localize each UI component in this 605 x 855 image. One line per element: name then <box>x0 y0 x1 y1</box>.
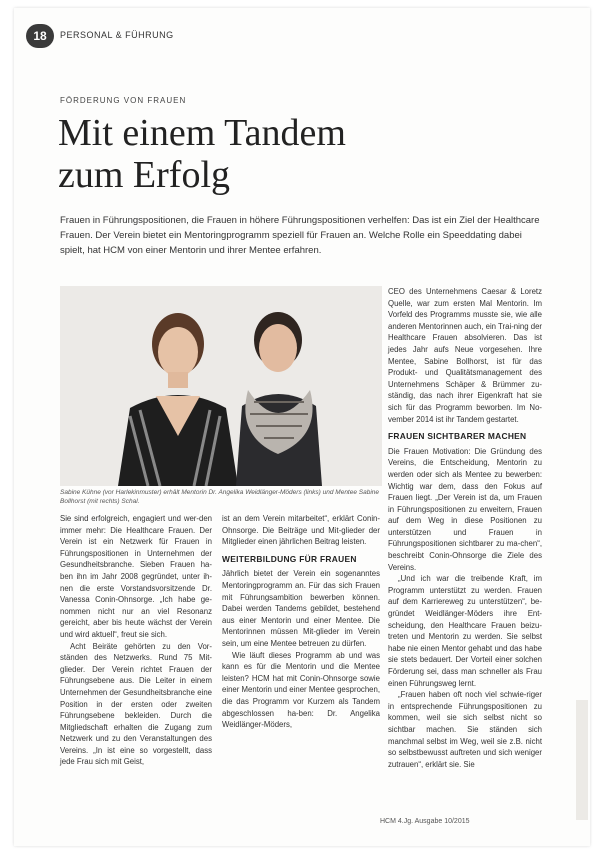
portrait-illustration <box>60 286 382 486</box>
headline-line-2: zum Erfolg <box>58 154 231 196</box>
article-photo <box>60 286 382 486</box>
page-footer: HCM 4.Jg. Ausgabe 10/2015 <box>380 818 470 825</box>
paragraph: Acht Beiräte gehörten zu den Vor-ständen des Netzwerks. Rund 75 Mit-glieder. Der Verein richtet Frauen der Führungsebene aus. Die Leiter in einem Unternehmen der Gesundheitsbranche eine Position in der ersten oder zweiten Führungsebene bekleiden. Durch die Mitgliedschaft erhalten die Zugang zum Netzwerk und zu den Veranstaltungen des Vereins. „In ist eine so vorgestellt, dass jede Frau sich mit Geist, <box>60 641 212 767</box>
subheading: FRAUEN SICHTBARER MACHEN <box>388 431 527 442</box>
paragraph: ist an dem Verein mitarbeitet“, erklärt Conin-Ohnsorge. Die Beiträge und Mit-glieder der Mitglieder einen jährlichen Beitrag leisten. <box>222 514 380 547</box>
text-column-1 <box>60 513 212 768</box>
paragraph: Wie läuft dieses Programm ab und was kann es für die Mentorin und die Mentee leisten? HCM hat mit Conin-Ohnsorge sowie einer Mentorin und einer Mentee gesprochen, die das Programm vor Kurzem als Tandem abgeschlossen ha-ben: Dr. Angelika Weidlänger-Möders, <box>222 650 380 730</box>
text-column-2 <box>222 513 380 731</box>
photo-caption: Sabine Kühne (vor Harlekinmuster) erhält Mentorin Dr. Angelika Weidlänger-Möders (links) und Mentee Sabine Bollhorst (mit rechts) Schal. <box>60 489 380 505</box>
headline-line-1: Mit einem Tandem <box>58 112 346 154</box>
paragraph: „Und ich war die treibende Kraft, im Programm unterstützt zu werden. Frauen auf dem Karriereweg zu unterstützen“, be-gründet Weidlänger-Möders ihre Ent-scheidung, den Healthcare Frauen beizu-treten und Mentorin zu werden. Sie selbst habe nie einen Mentor gehabt und das habe sie stets bedauert. Der Vorteil einer solchen Förderung sei, dass man schneller als Frau einen Führungsweg lernt. <box>388 574 542 688</box>
article-kicker: FÖRDERUNG VON FRAUEN <box>60 96 187 105</box>
paragraph: Jährlich bietet der Verein ein sogenanntes Mentoringprogramm an. Für das sich Frauen mit Führungsambition bewerben können. Dabei werden Tandems gebildet, bestehend aus einer Mentorin und einer Mentee. Die Mentorinnen müssen Mit-glieder im Verein sein, um eine Mentee betreuen zu dürfen. <box>222 569 380 648</box>
paragraph: Sie sind erfolgreich, engagiert und wer-den immer mehr: Die Healthcare Frauen. Der Verein ist ein Netzwerk für Frauen in Führungspositionen in Unternehmen der Gesundheitsbranche. Sieben Frauen ha-ben ihn im Jahr 2008 gegründet, unter ih-nen die erste Vorstandsvorsitzende Dr. Vanessa Conin-Ohnsorge. „Ich habe ge-nommen nicht nur an viel Resonanz gereicht, aber bis heute wächst der Verein und wird aktuell“, freut sie sich. <box>60 514 212 639</box>
text-column-3 <box>388 286 542 770</box>
article-headline <box>58 112 346 196</box>
page-edge-mark <box>576 700 588 820</box>
paragraph: „Frauen haben oft noch viel schwie-riger in entsprechende Führungspositionen zu kommen, weil sie sich selbst nicht so sichtbar machen. Sie ständen sich manchmal selbst im Weg, weil sie z.B. nicht so selbstbewusst auftreten und sich weniger zutrauen“, erklärt sie. Sie <box>388 690 542 769</box>
article-lead: Frauen in Führungspositionen, die Frauen in höhere Führungspositionen verhelfen: Das ist ein Ziel der Healthcare Frauen. Der Verein bietet ein Mentoringprogramm speziell für Frauen an. Welche Rolle ein Speeddating dabei spielt, hat HCM von einer Mentorin und ihrer Mentee erfahren. <box>60 215 540 256</box>
paragraph: CEO des Unternehmens Caesar & Loretz Quelle, war zum ersten Mal Mentorin. Im Vorfeld des Programms musste sie, wie alle anderen Mentorinnen auch, ein Trai-ning der Healthcare Frauen absolvieren. Das ist jedes Jahr aufs Neue vorgesehen. Ihre Mentee, Sabine Bollhorst, ist für das Produkt- und Qualitätsmanagement des Unternehmens Schäper & Brümmer zu-ständig, das nach ihrer Eigenkraft hat sie sich für das Programm beworben. Im No-vember 2014 ist ihr Tandem gestartet. <box>388 287 542 424</box>
paragraph: Die Frauen Motivation: Die Gründung des Vereins, die Entscheidung, Mentorin zu werden oder sich als Mentee zu bewerben: Wichtig war dem, dass den Fokus auf Frauen liegt. „Der Verein ist da, um Frauen in Führungspositionen zu erweitern, Frauen auf dem Weg in diese Positionen zu unterstützen und Frauen in Führungspositionen sichtbarer zu ma-chen“, beschreibt Conin-Ohnsorge die Ziele des Vereins. <box>388 446 542 572</box>
subheading: WEITERBILDUNG FÜR FRAUEN <box>222 553 357 564</box>
page-number-badge: 18 <box>26 24 54 48</box>
section-label: PERSONAL & FÜHRUNG <box>60 30 174 40</box>
